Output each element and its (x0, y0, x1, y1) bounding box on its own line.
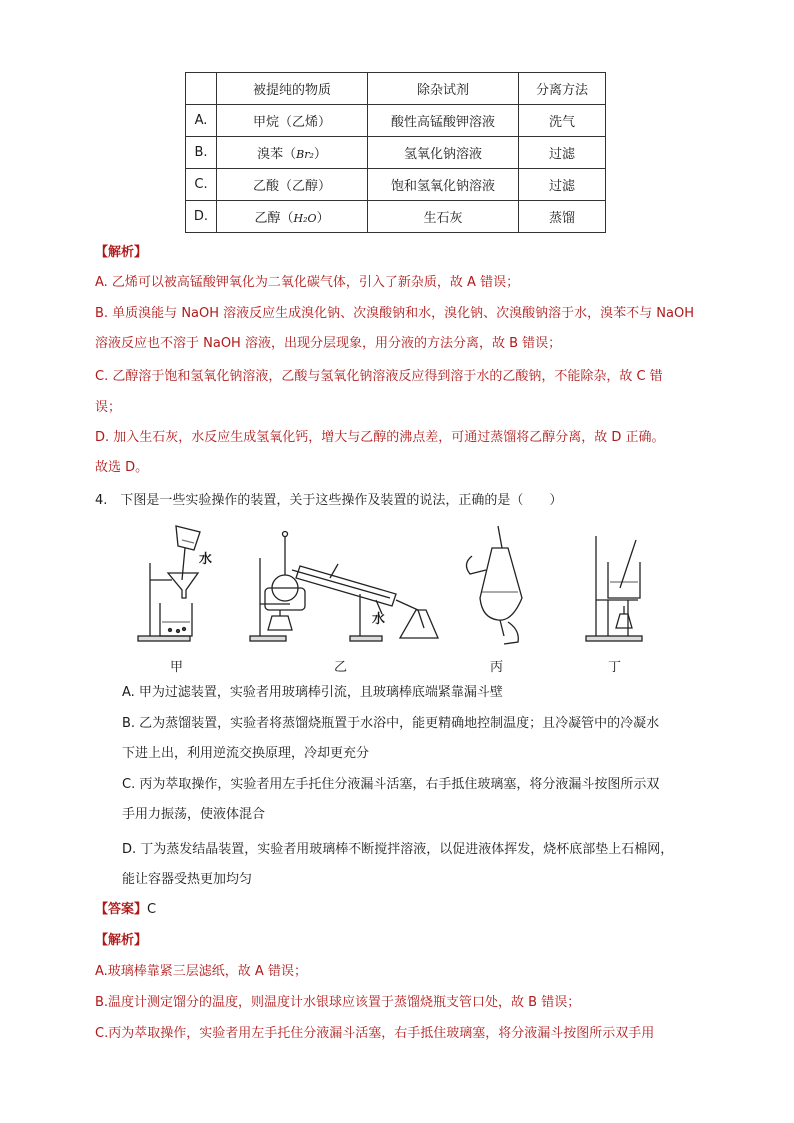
option-c: C. 丙为萃取操作，实验者用左手托住分液漏斗活塞，右手抵住玻璃塞，将分液漏斗按图所示双 (122, 777, 660, 792)
table-row (186, 137, 606, 169)
figure-label-yi: 乙 (334, 660, 348, 675)
method-cell: 洗气 (519, 105, 606, 137)
substance-cell: 乙酸（乙醇） (217, 169, 368, 201)
table-header-cell: 除杂试剂 (368, 73, 519, 105)
option-a: A. 甲为过滤装置，实验者用玻璃棒引流，且玻璃棒底端紧靠漏斗壁 (122, 685, 503, 700)
row-label: A. (186, 105, 217, 137)
option-b: B. 乙为蒸馏装置，实验者将蒸馏烧瓶置于水浴中，能更精确地控制温度；且冷凝管中的冷凝水 (122, 716, 660, 731)
question-stem: 4. 下图是一些实验操作的装置，关于这些操作及装置的说法，正确的是（ ） (95, 493, 563, 508)
row-label: B. (186, 137, 217, 169)
water-inlet-label: 水 (199, 552, 213, 567)
analysis-line: B. 单质溴能与 NaOH 溶液反应生成溴化钠、次溴酸钠和水，溴化钠、次溴酸钠溶于水，溴苯不与 NaOH (95, 306, 694, 321)
answer-line (95, 900, 156, 920)
figure-label-ding: 丁 (608, 660, 622, 675)
row-label: D. (186, 201, 217, 233)
substance-cell: 溴苯（Br₂） (217, 137, 368, 169)
purification-table (185, 72, 606, 233)
method-cell: 蒸馏 (519, 201, 606, 233)
reagent-cell: 饱和氢氧化钠溶液 (368, 169, 519, 201)
table-row (186, 169, 606, 201)
figure-label-jia: 甲 (170, 660, 184, 675)
table-header-cell: 分离方法 (519, 73, 606, 105)
reagent-cell: 酸性高锰酸钾溶液 (368, 105, 519, 137)
reagent-cell: 生石灰 (368, 201, 519, 233)
option-b-continued: 下进上出，利用逆流交换原理，冷却更充分 (122, 746, 370, 761)
analysis-line: C. 乙醇溶于饱和氢氧化钠溶液，乙酸与氢氧化钠溶液反应得到溶于水的乙酸钠，不能除杂，故 C 错 (95, 369, 663, 384)
distillation-apparatus-illustration (250, 532, 438, 642)
analysis-heading: 【解析】 (95, 245, 148, 260)
analysis-heading: 【解析】 (95, 933, 148, 948)
analysis-line: 误； (95, 400, 122, 415)
analysis-line: D. 加入生石灰，水反应生成氢氧化钙，增大与乙醇的沸点差，可通过蒸馏将乙醇分离，故 D 正确。 (95, 430, 665, 445)
apparatus-figure (120, 518, 700, 673)
option-d: D. 丁为蒸发结晶装置，实验者用玻璃棒不断搅拌溶液，以促进液体挥发，烧杯底部垫上石棉网， (122, 842, 674, 857)
method-cell: 过滤 (519, 169, 606, 201)
method-cell: 过滤 (519, 137, 606, 169)
table-row (186, 201, 606, 233)
answer-value: C (147, 902, 157, 917)
option-d-continued: 能让容器受热更加均匀 (122, 872, 253, 887)
separatory-funnel-illustration (466, 526, 522, 644)
substance-cell: 甲烷（乙烯） (217, 105, 368, 137)
analysis-line: B.温度计测定馏分的温度，则温度计水银球应该置于蒸馏烧瓶支管口处，故 B 错误； (95, 995, 581, 1010)
analysis-line: A.玻璃棒靠紧三层滤纸，故 A 错误； (95, 964, 307, 979)
table-row (186, 105, 606, 137)
analysis-line: 故选 D。 (95, 460, 149, 475)
answer-heading: 【答案】 (95, 902, 148, 917)
analysis-line: C.丙为萃取操作，实验者用左手托住分液漏斗活塞，右手抵住玻璃塞，将分液漏斗按图所示双手用 (95, 1026, 655, 1041)
table-header-cell (186, 73, 217, 105)
filtration-apparatus-illustration (138, 526, 200, 641)
substance-cell: 乙醇（H₂O） (217, 201, 368, 233)
row-label: C. (186, 169, 217, 201)
water-outlet-label: 水 (372, 612, 386, 627)
reagent-cell: 氢氧化钠溶液 (368, 137, 519, 169)
analysis-line: A. 乙烯可以被高锰酸钾氧化为二氧化碳气体，引入了新杂质，故 A 错误； (95, 275, 520, 290)
table-header-cell: 被提纯的物质 (217, 73, 368, 105)
figure-label-bing: 丙 (490, 660, 504, 675)
option-c-continued: 手用力振荡，使液体混合 (122, 807, 266, 822)
table-header-row (186, 73, 606, 105)
evaporation-apparatus-illustration (586, 536, 642, 641)
analysis-line: 溶液反应也不溶于 NaOH 溶液，出现分层现象，用分液的方法分离，故 B 错误； (95, 336, 562, 351)
